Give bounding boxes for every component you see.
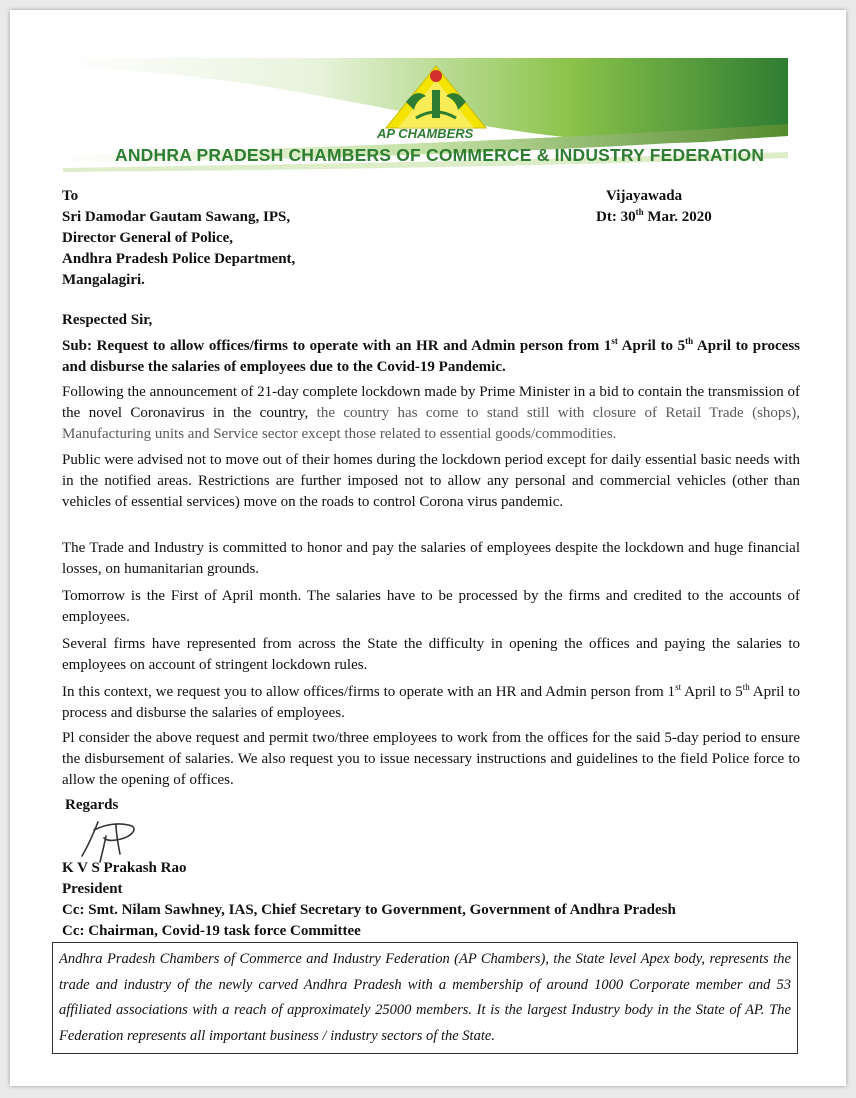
salutation: Respected Sir, <box>62 312 153 328</box>
letter-date: Dt: 30th Mar. 2020 <box>596 207 712 225</box>
cc-line-1: Cc: Smt. Nilam Sawhney, IAS, Chief Secretary to Government, Government of Andhra Pradesh <box>62 902 676 918</box>
paragraph-7: Pl consider the above request and permit two/three employees to work from the offices for the said 5-day period to ensure the disbursement of salaries. We also request you to issue necessary instructions and guidelines to the field Police force to allow the opening of offices. <box>62 730 800 788</box>
paragraph-5: Several firms have represented from across the State the difficulty in opening the offices and paying the salaries to employees on account of stringent lockdown rules. <box>62 636 800 673</box>
footer-description: Andhra Pradesh Chambers of Commerce and Industry Federation (AP Chambers), the State level Apex body, represents the trade and industry of the newly carved Andhra Pradesh with a membership of around 1000 Corporate member and 53 affiliated associations with a reach of approximately 25000 members. It is the largest Industry body in the State of AP. The Federation represents all important business / industry sectors of the State. <box>52 942 798 1054</box>
letterhead <box>63 56 788 176</box>
subject-line: Sub: Request to allow offices/firms to operate with an HR and Admin person from 1st April to 5th April to process and disburse the salaries of employees due to the Covid-19 Pandemic. <box>62 336 801 375</box>
letter-page <box>10 10 846 1086</box>
signature-icon <box>76 816 156 864</box>
organization-name: ANDHRA PRADESH CHAMBERS OF COMMERCE & INDUSTRY FEDERATION <box>115 145 765 165</box>
regards-text: Regards <box>65 797 119 813</box>
to-label: To <box>62 188 79 204</box>
paragraph-3: The Trade and Industry is committed to honor and pay the salaries of employees despite the lockdown and huge financial losses, on humanitarian grounds. <box>62 540 800 577</box>
recipient-name: Sri Damodar Gautam Sawang, IPS, <box>62 209 291 225</box>
recipient-place: Mangalagiri. <box>62 272 145 288</box>
recipient-designation: Director General of Police, <box>62 230 234 246</box>
letter-place: Vijayawada <box>606 188 683 204</box>
paragraph-4: Tomorrow is the First of April month. The salaries have to be processed by the firms and credited to the accounts of employees. <box>62 588 800 625</box>
cc-line-2: Cc: Chairman, Covid-19 task force Committee <box>62 923 361 939</box>
signatory-name: K V S Prakash Rao <box>62 860 187 876</box>
recipient-block <box>62 186 295 291</box>
paragraph-6: In this context, we request you to allow offices/firms to operate with an HR and Admin person from 1st April to 5th April to process and disburse the salaries of employees. <box>62 682 800 721</box>
recipient-department: Andhra Pradesh Police Department, <box>62 251 296 267</box>
brand-name: AP CHAMBERS <box>377 126 474 141</box>
paragraph-1: Following the announcement of 21-day complete lockdown made by Prime Minister in a bid to contain the transmission of the novel Coronavirus in the country, the country has come to stand still with closure of Retail Trade (shops), Manufacturing units and Service sector except those related to essential goods/commodities. <box>62 384 800 442</box>
signatory-title: President <box>62 881 123 897</box>
place-date-block <box>596 186 712 228</box>
closing-block <box>62 858 676 942</box>
ap-chambers-logo-icon <box>376 56 496 136</box>
paragraph-2: Public were advised not to move out of their homes during the lockdown period except for daily essential basic needs with in the notified areas. Restrictions are further imposed not to allow any personal and commercial vehicles (other than vehicles of essential services) move on the roads to control Corona virus pandemic. <box>62 452 800 510</box>
